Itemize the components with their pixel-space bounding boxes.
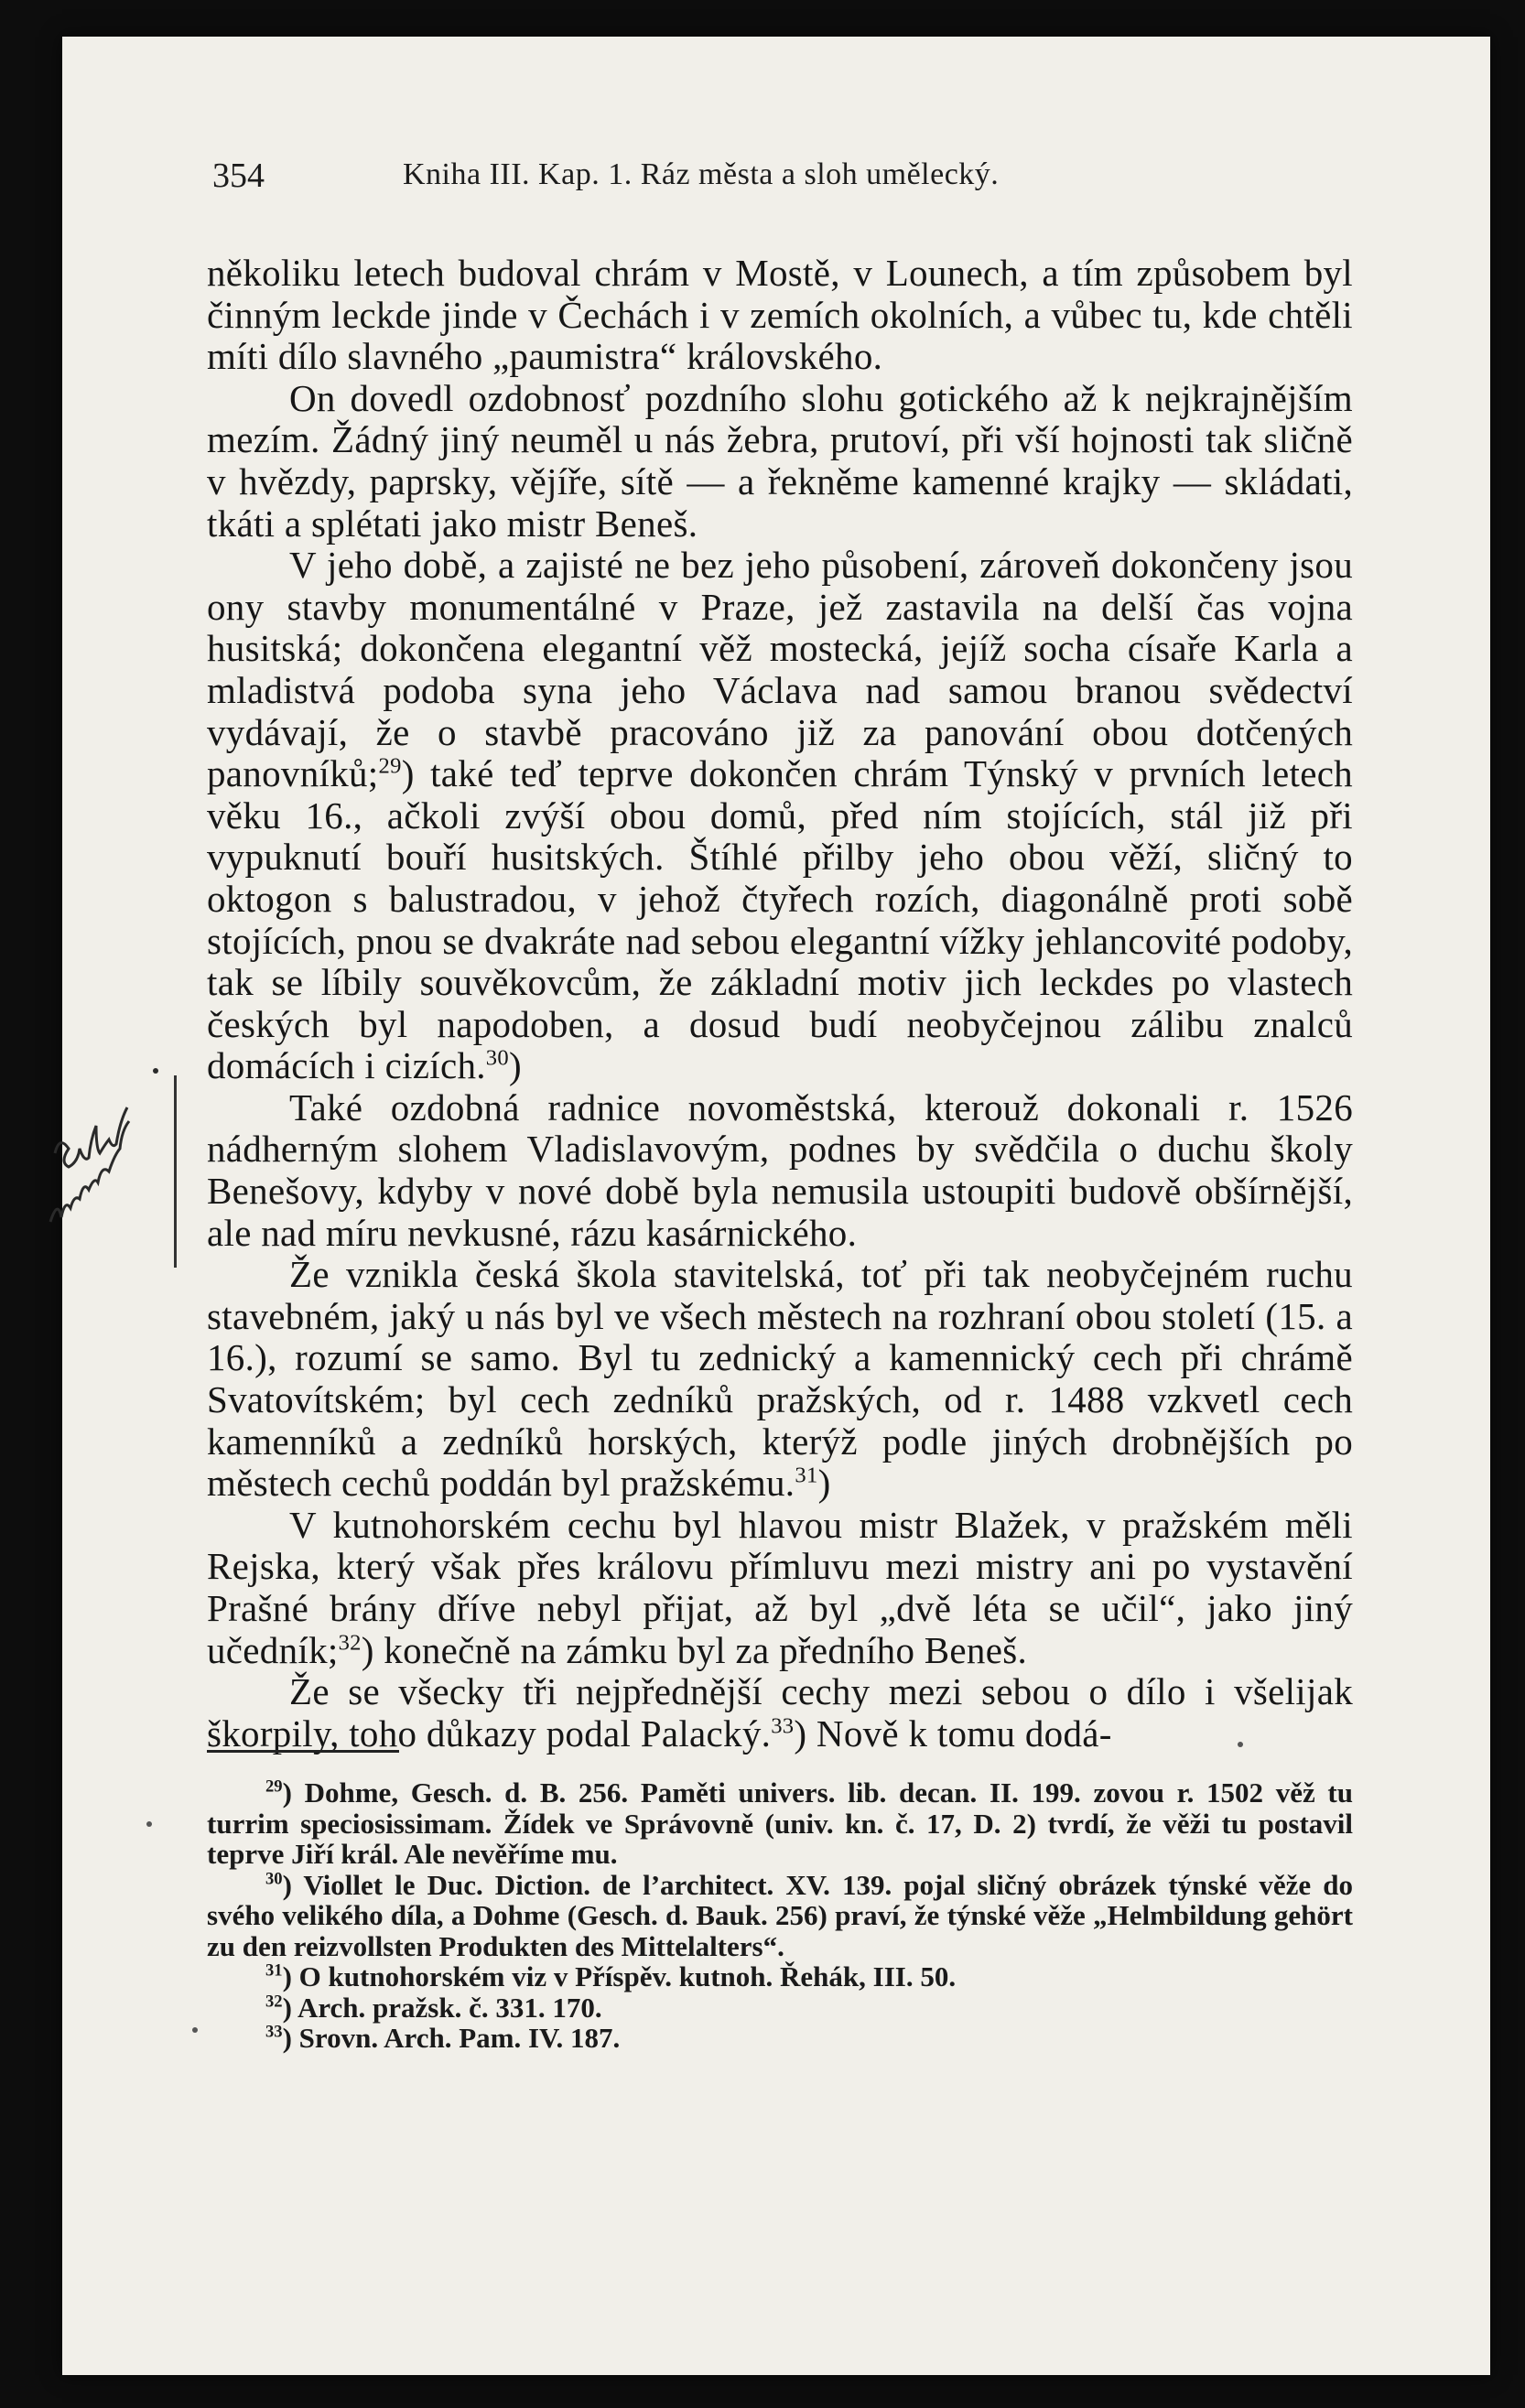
footnote-33: $^{33}$) Srovn. Arch. Pam. IV. 187. [265,2022,621,2054]
footnote-ref-30: 30 [485,1045,509,1071]
paragraph-7: Že se všecky tři nejpřednější cechy mezi sebou o dílo i všelijak škorpily, toho důkazy podal Palacký.$^{33}$) Nově k tomu dodá- [207,1670,1353,1755]
footnote-30: $^{30}$) Viollet le Duc. Diction. de l’architect. XV. 139. pojal sličný obrázek týnské věže do svého velikého díla, a Dohme (Gesch. d. Bauk. 256) praví, že týnské věže „Helmbildung gehört zu den reizvollsten Produkten des Mittelalters“. [207,1868,1353,1962]
footnote-ref-33: 33 [771,1713,795,1739]
margin-line [174,1075,177,1268]
paper-speck [192,2027,198,2033]
paragraph-3: V jeho době, a zajisté ne bez jeho působení, zároveň dokončeny jsou ony stavby monumentálné v Praze, jež zastavila na delší čas vojna husitská; dokončena elegantní věž mostecká, jejíž socha císaře Karla a mladistvá podoba syna jeho Václava nad samou branou svědectví vydávají, že o stavbě pracováno již za panování obou dotčených panovníků;$^{29}$) také teď teprve dokončen chrám Týnský v prvních letech věku 16., ačkoli zvýší obou domů, před ním stojících, stál již při vypuknutí bouří husitských. Štíhlé přilby jeho obou věží, sličný to oktogon s balustradou, v jehož čtyřech rozích, diagonálně proti sobě stojících, pnou se dvakráte nad sebou elegantní vížky jehlancovité podoby, tak se líbily souvěkovcům, že základní motiv jich leckdes po vlastech českých byl napodoben, a dosud budí neobyčejnou zálibu znalců domácích i cizích.$^{30}$) [207,544,1353,1087]
paper-speck [1238,1742,1243,1747]
paper-speck [146,1821,152,1827]
paragraph-2: On dovedl ozdobnosť pozdního slohu gotického až k nejkrajnějším mezím. Žádný jiný neuměl u nás žebra, prutoví, při vší hojnosti tak sličně v hvězdy, paprsky, vějíře, sítě — a řekněme kamenné krajky — skládati, tkáti a splétati jako mistr Beneš. [207,376,1353,545]
paragraph-5: Že vznikla česká škola stavitelská, toť při tak neobyčejném ruchu stavebném, jaký u nás byl ve všech městech na rozhraní obou století (15. a 16.), rozumí se samo. Byl tu zednický a kamennický cech při chrámě Svatovítském; byl cech zedníků pražských, od r. 1488 vzkvetl cech kamenníků a zedníků horských, kterýž podle jiných drobnějších po městech cechů poddán byl pražskému.$^{31}$) [207,1253,1353,1505]
footnote-31: $^{31}$) O kutnohorském viz v Příspěv. kutnoh. Řehák, III. 50. [265,1960,957,1992]
footnote-ref-29: 29 [378,753,402,779]
paragraph-4: Také ozdobná radnice novoměstská, kterouž dokonali r. 1526 nádherným slohem Vladislavovým, podnes by svědčila o duchu školy Benešovy, kdyby v nové době byla nemusila ustoupiti budově obšírnější, ale nad míru nevkusné, rázu kasárnického. [207,1085,1353,1254]
footnote-rule [207,1750,399,1753]
body-text [207,253,1353,1755]
footnote-29: $^{29}$) Dohme, Gesch. d. B. 256. Paměti univers. lib. decan. II. 199. zovou r. 1502 věž tu turrim speciosissimam. Žídek ve Správovně (univ. kn. č. 17, D. 2) tvrdí, že věži tu postavil teprve Jiří král. Ale nevěříme mu. [207,1776,1353,1870]
handwritten-margin-note [37,1053,174,1263]
footnote-ref-31: 31 [795,1463,818,1488]
page-header [212,146,1311,201]
footnote-ref-32: 32 [338,1629,362,1655]
footnote-32: $^{32}$) Arch. pražsk. č. 331. 170. [265,1991,602,2024]
paragraph-6: V kutnohorském cechu byl hlavou mistr Blažek, v pražském měli Rejska, který však přes královu přímluvu mezi mistry ani po vystavění Prašné brány dříve nebyl přijat, až byl „dvě léta se učil“, jako jiný učedník;$^{32}$) konečně na zámku byl za předního Beneš. [207,1503,1353,1671]
footnotes [207,1777,1353,2054]
paragraph-1: několiku letech budoval chrám v Mostě, v Lounech, a tím způsobem byl činným leckde jinde v Čechách i v zemích okolních, a vůbec tu, kde chtěli míti dílo slavného „paumistra“ královského. [207,252,1353,378]
running-title: Kniha III. Kap. 1. Ráz města a sloh umělecký. [403,157,1000,191]
page-number: 354 [212,157,265,195]
